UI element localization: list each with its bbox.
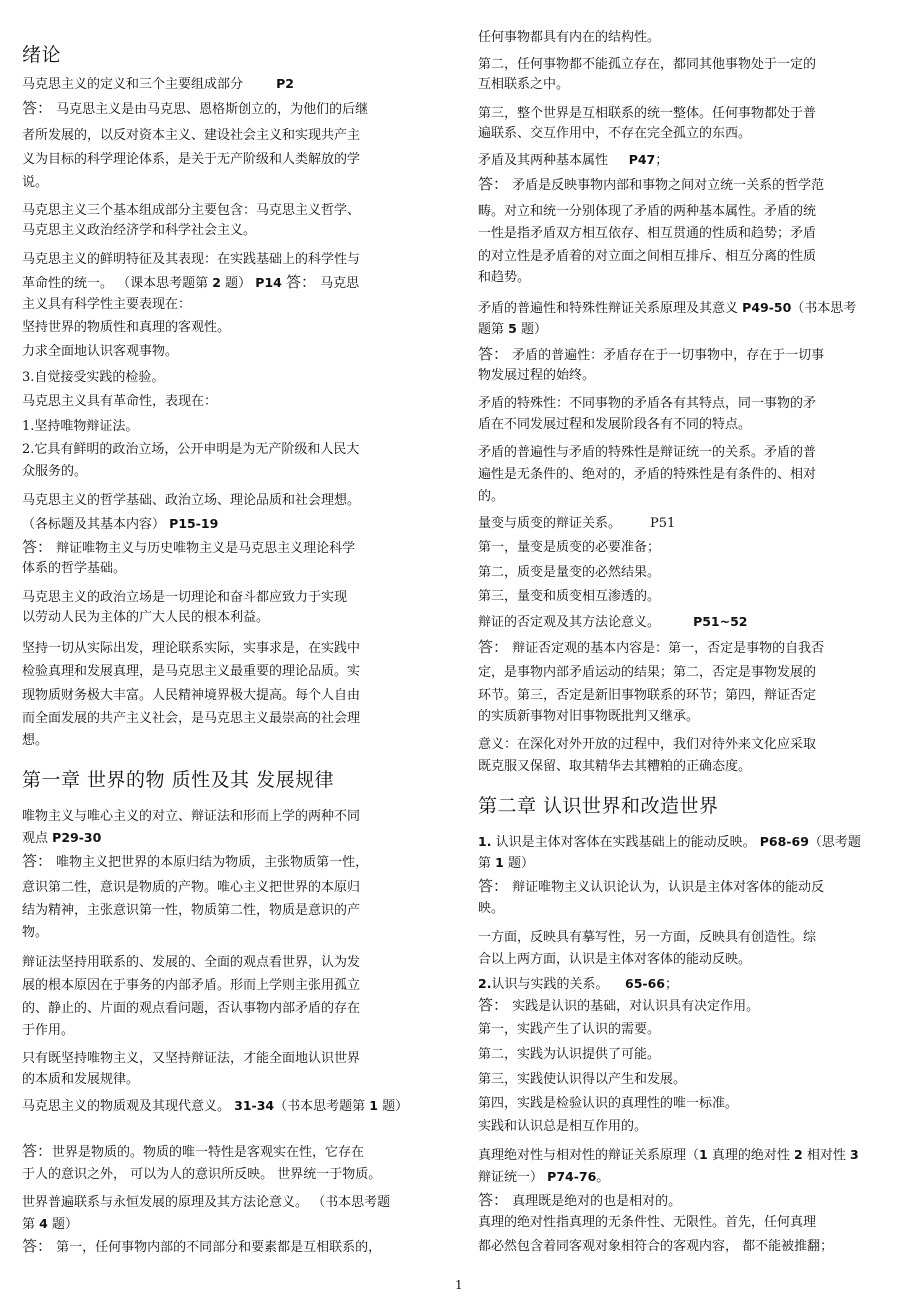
text-line: 马克思主义政治经济学和科学社会主义。 [22,223,257,238]
text-line: 想。 [22,733,49,748]
text-line: 展的根本原因在于事务的内部矛盾。形而上学则主张用孤立 [22,978,361,993]
question-title: 马克思主义的物质观及其现代意义。 31-34（书本思考题第 1 题） [22,1098,409,1114]
question-title: 马克思主义的定义和三个主要组成部分 P2 [22,76,294,92]
text-line: 一性是指矛盾双方相互依存、相互贯通的性质和趋势；矛盾 [478,226,817,241]
text-line: 的。 [478,489,505,504]
question-title: （各标题及其基本内容） P15-19 [22,516,219,532]
text-line: 第一，实践产生了认识的需要。 [478,1022,661,1037]
text-line: 遍性是无条件的、绝对的，矛盾的特殊性是有条件的、相对 [478,467,817,482]
text-line: 畴。对立和统一分别体现了矛盾的两种基本属性。矛盾的统 [478,204,817,219]
text-line: 第四，实践是检验认识的真理性的唯一标准。 [478,1096,739,1111]
text-line: 现物质财务极大丰富。人民精神境界极大提高。每个人自由 [22,688,361,703]
text-line: 主义具有科学性主要表现在： [22,297,192,312]
text-line: 力求全面地认识客观事物。 [22,344,179,359]
text-line: 辩证法坚持用联系的、发展的、全面的观点看世界，认为发 [22,955,361,970]
question-title: 第 4 题） [22,1216,79,1232]
question-title: 1. 认识是主体对客体在实践基础上的能动反映。 P68-69（思考题 [478,834,861,850]
text-line: 第二，质变是量变的必然结果。 [478,565,661,580]
text-line: 马克思主义具有革命性，表现在： [22,394,218,409]
text-line: 物。 [22,925,49,940]
text-line: 的本质和发展规律。 [22,1072,140,1087]
text-line: 马克思主义的政治立场是一切理论和奋斗都应致力于实现 [22,590,348,605]
answer-line: 答：世界是物质的。物质的唯一特性是客观实在性，它存在 [22,1142,365,1160]
text-line: 的实质新事物对旧事物既批判又继承。 [478,709,700,724]
section-title-chapter2: 第二章 认识世界和改造世界 [478,795,719,817]
answer-line: 答： 辩证否定观的基本内容是：第一，否定是事物的自我否 [478,638,825,656]
text-line: 说。 [22,175,49,190]
answer-line: 答： 矛盾的普遍性：矛盾存在于一切事物中，存在于一切事 [478,345,825,363]
text-line: 第三，实践使认识得以产生和发展。 [478,1072,687,1087]
answer-line: 答： 辩证唯物主义认识论认为，认识是主体对客体的能动反 [478,877,825,895]
answer-line: 答： 唯物主义把世界的本原归结为物质，主张物质第一性， [22,852,369,870]
question-title: 马克思主义的哲学基础、政治立场、理论品质和社会理想。 [22,493,361,508]
text-line: 1.坚持唯物辩证法。 [22,419,139,434]
text-line: 结为精神，主张意识第一性，物质第二性，物质是意识的产 [22,903,361,918]
text-line: 遍联系、交互作用中，不存在完全孤立的东西。 [478,126,752,141]
text-line: 于作用。 [22,1023,75,1038]
question-title: 辩证统一） P74-76。 [478,1169,610,1185]
answer-line: 答： 马克思主义是由马克思、恩格斯创立的，为他们的后继 [22,99,369,117]
question-title: 真理绝对性与相对性的辩证关系原理（1 真理的绝对性 2 相对性 3 [478,1147,859,1163]
question-title: 矛盾的普遍性和特殊性辩证关系原理及其意义 P49-50（书本思考 [478,300,857,316]
text-line: 物发展过程的始终。 [478,368,596,383]
text-line: 检验真理和发展真理，是马克思主义最重要的理论品质。实 [22,664,361,679]
section-title-chapter1: 第一章 世界的物 质性及其 发展规律 [22,769,335,791]
text-line: 实践和认识总是相互作用的。 [478,1119,648,1134]
text-line: 第二，实践为认识提供了可能。 [478,1047,661,1062]
text-line: 第三，整个世界是互相联系的统一整体。任何事物都处于普 [478,106,817,121]
text-line: 映。 [478,901,505,916]
text-line: 第三，量变和质变相互渗透的。 [478,589,661,604]
section-title-intro: 绪论 [22,44,62,66]
text-line: 只有既坚持唯物主义，又坚持辩证法，才能全面地认识世界 [22,1051,361,1066]
text-line: 于人的意识之外， 可以为人的意识所反映。 世界统一于物质。 [22,1167,382,1182]
text-line: 的、静止的、片面的观点看问题，否认事物内部矛盾的存在 [22,1001,361,1016]
text-line: 而全面发展的共产主义社会，是马克思主义最崇高的社会理 [22,711,361,726]
page-number: 1 [455,1278,463,1292]
text-line: 意识第二性，意识是物质的产物。唯心主义把世界的本原归 [22,880,361,895]
text-line: 互相联系之中。 [478,77,570,92]
question-title: 唯物主义与唯心主义的对立、辩证法和形而上学的两种不同 [22,809,361,824]
text-line: 定，是事物内部矛盾运动的结果；第二，否定是事物发展的 [478,665,817,680]
text-line: 以劳动人民为主体的广大人民的根本利益。 [22,610,270,625]
text-line: 者所发展的，以反对资本主义、建设社会主义和实现共产主 [22,128,361,143]
question-title: 革命性的统一。 （课本思考题第 2 题） P14 答： 马克思 [22,273,360,291]
answer-line: 答： 辩证唯物主义与历史唯物主义是马克思主义理论科学 [22,538,356,556]
answer-line: 答： 第一，任何事物内部的不同部分和要素都是互相联系的， [22,1237,382,1255]
question-title: 2.认识与实践的关系。 65-66； [478,976,678,992]
answer-line: 答： 矛盾是反映事物内部和事物之间对立统一关系的哲学范 [478,175,825,193]
text-line: 坚持世界的物质性和真理的客观性。 [22,320,231,335]
text-line: 2.它具有鲜明的政治立场，公开申明是为无产阶级和人民大 [22,442,360,457]
question-title: 题第 5 题） [478,321,548,337]
text-line: 任何事物都具有内在的结构性。 [478,30,661,45]
text-line: 矛盾的特殊性：不同事物的矛盾各有其特点，同一事物的矛 [478,396,817,411]
text-line: 体系的哲学基础。 [22,561,127,576]
text-line: 3.自觉接受实践的检验。 [22,370,165,385]
text-line: 第一，量变是质变的必要准备； [478,540,661,555]
text-line: 合以上两方面，认识是主体对客体的能动反映。 [478,952,752,967]
text-line: 真理的绝对性指真理的无条件性、无限性。首先，任何真理 [478,1215,817,1230]
text-line: 都必然包含着同客观对象相符合的客观内容， 都不能被推翻； [478,1239,834,1254]
text-line: 矛盾的普遍性与矛盾的特殊性是辩证统一的关系。矛盾的普 [478,445,817,460]
text-line: 马克思主义三个基本组成部分主要包含：马克思主义哲学、 [22,203,361,218]
text-line: 马克思主义的鲜明特征及其表现：在实践基础上的科学性与 [22,252,361,267]
text-line: 环节。第三，否定是新旧事物联系的环节；第四，辩证否定 [478,688,817,703]
question-title: 第 1 题） [478,855,535,871]
text-line: 盾在不同发展过程和发展阶段各有不同的特点。 [478,417,752,432]
question-title: 观点 P29-30 [22,830,102,846]
text-line: 坚持一切从实际出发，理论联系实际，实事求是，在实践中 [22,641,361,656]
answer-line: 答： 真理既是绝对的也是相对的。 [478,1191,682,1209]
text-line: 意义：在深化对外开放的过程中，我们对待外来文化应采取 [478,737,817,752]
text-line: 一方面，反映具有摹写性，另一方面，反映具有创造性。综 [478,930,817,945]
text-line: 义为目标的科学理论体系，是关于无产阶级和人类解放的学 [22,152,361,167]
question-title: 量变与质变的辩证关系。 P51 [478,516,676,531]
text-line: 和趋势。 [478,270,531,285]
question-title: 世界普遍联系与永恒发展的原理及其方法论意义。 （书本思考题 [22,1195,391,1210]
text-line: 第二，任何事物都不能孤立存在，都同其他事物处于一定的 [478,57,817,72]
text-line: 众服务的。 [22,464,88,479]
question-title: 矛盾及其两种基本属性 P47； [478,152,669,168]
question-title: 辩证的否定观及其方法论意义。 P51~52 [478,614,748,630]
answer-line: 答： 实践是认识的基础，对认识具有决定作用。 [478,996,760,1014]
text-line: 既克服又保留、取其精华去其糟粕的正确态度。 [478,759,752,774]
text-line: 的对立性是矛盾着的对立面之间相互排斥、相互分离的性质 [478,249,817,264]
